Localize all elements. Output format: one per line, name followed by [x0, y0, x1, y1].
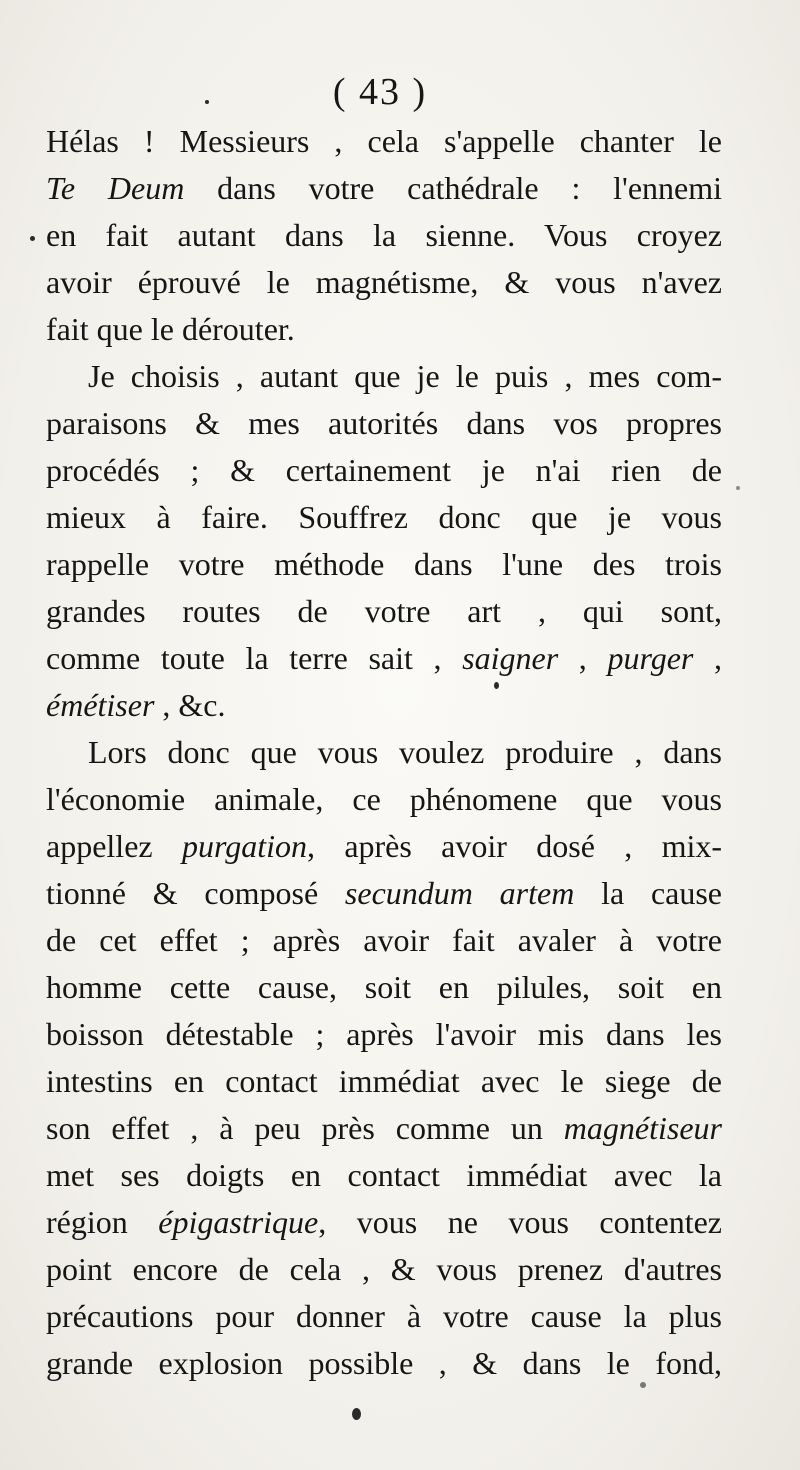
italic-phrase: Te Deum [46, 170, 185, 206]
text-run: dans votre cathédrale : l'ennemi [184, 170, 722, 206]
text-line [46, 682, 722, 729]
text-run: Je choisis , autant que je le puis , mes com- [88, 358, 722, 394]
text-line [46, 353, 722, 400]
italic-phrase: épigastrique [158, 1204, 319, 1240]
ink-speck [30, 236, 35, 241]
text-run: point encore de cela , & vous prenez d'autres [46, 1251, 722, 1287]
text-run: région [46, 1204, 159, 1240]
ink-speck [494, 682, 499, 689]
ink-speck [640, 1382, 646, 1388]
text-line [46, 823, 722, 870]
text-line [46, 1011, 722, 1058]
text-line [46, 729, 722, 776]
italic-phrase: purger [607, 640, 694, 676]
text-line [46, 400, 722, 447]
italic-phrase: secundum artem [344, 875, 575, 911]
text-line [46, 1058, 722, 1105]
text-run: grande explosion possible , & dans le fond, [46, 1345, 722, 1381]
ink-speck [352, 1408, 361, 1420]
text-run: Hélas ! Messieurs , cela s'appelle chanter le [46, 123, 722, 159]
text-line [46, 1293, 722, 1340]
text-run: , &c. [154, 687, 226, 723]
text-run: comme toute la terre sait , [46, 640, 463, 676]
italic-phrase: magnétiseur [563, 1110, 722, 1146]
text-line [46, 635, 722, 682]
text-run: son effet , à peu près comme un [46, 1110, 564, 1146]
text-run: en fait autant dans la sienne. Vous croyez [46, 217, 722, 253]
text-run: la cause [574, 875, 722, 911]
text-run: fait que le dérouter. [46, 311, 295, 347]
text-run: , après avoir dosé , mix- [306, 828, 722, 864]
text-run: homme cette cause, soit en pilules, soit en [46, 969, 722, 1005]
text-line [46, 494, 722, 541]
text-run: tionné & composé [46, 875, 345, 911]
text-run: , vous ne vous contentez [318, 1204, 722, 1240]
text-line [46, 306, 722, 353]
text-run: , [693, 640, 722, 676]
text-line [46, 870, 722, 917]
text-run: Lors donc que vous voulez produire , dans [88, 734, 722, 770]
text-line [46, 1199, 722, 1246]
text-line [46, 212, 722, 259]
italic-phrase: saigner [462, 640, 559, 676]
text-run: , [558, 640, 608, 676]
ink-speck [205, 100, 209, 104]
text-run: boisson détestable ; après l'avoir mis dans les [46, 1016, 722, 1052]
text-line [46, 165, 722, 212]
italic-phrase: purgation [181, 828, 307, 864]
text-line [46, 1152, 722, 1199]
italic-phrase: émétiser [46, 687, 155, 723]
ink-speck [736, 486, 740, 490]
text-run: avoir éprouvé le magnétisme, & vous n'avez [46, 264, 722, 300]
text-line [46, 259, 722, 306]
text-run: précautions pour donner à votre cause la plus [46, 1298, 722, 1334]
text-line [46, 1105, 722, 1152]
text-line [46, 588, 722, 635]
text-run: mieux à faire. Souffrez donc que je vous [46, 499, 722, 535]
text-line [46, 776, 722, 823]
text-line [46, 447, 722, 494]
text-run: grandes routes de votre art , qui sont, [46, 593, 722, 629]
text-line [46, 1246, 722, 1293]
text-run: procédés ; & certainement je n'ai rien de [46, 452, 722, 488]
text-run: intestins en contact immédiat avec le siege de [46, 1063, 722, 1099]
text-run: paraisons & mes autorités dans vos propres [46, 405, 722, 441]
text-run: l'économie animale, ce phénomene que vous [46, 781, 722, 817]
text-run: rappelle votre méthode dans l'une des trois [46, 546, 722, 582]
body-text [46, 118, 722, 1387]
text-line [46, 917, 722, 964]
text-run: met ses doigts en contact immédiat avec la [46, 1157, 722, 1193]
text-run: appellez [46, 828, 182, 864]
text-line [46, 118, 722, 165]
text-line [46, 1340, 722, 1387]
text-line [46, 541, 722, 588]
text-line [46, 964, 722, 1011]
text-run: de cet effet ; après avoir fait avaler à votre [46, 922, 722, 958]
page-number: ( 43 ) [332, 71, 428, 113]
